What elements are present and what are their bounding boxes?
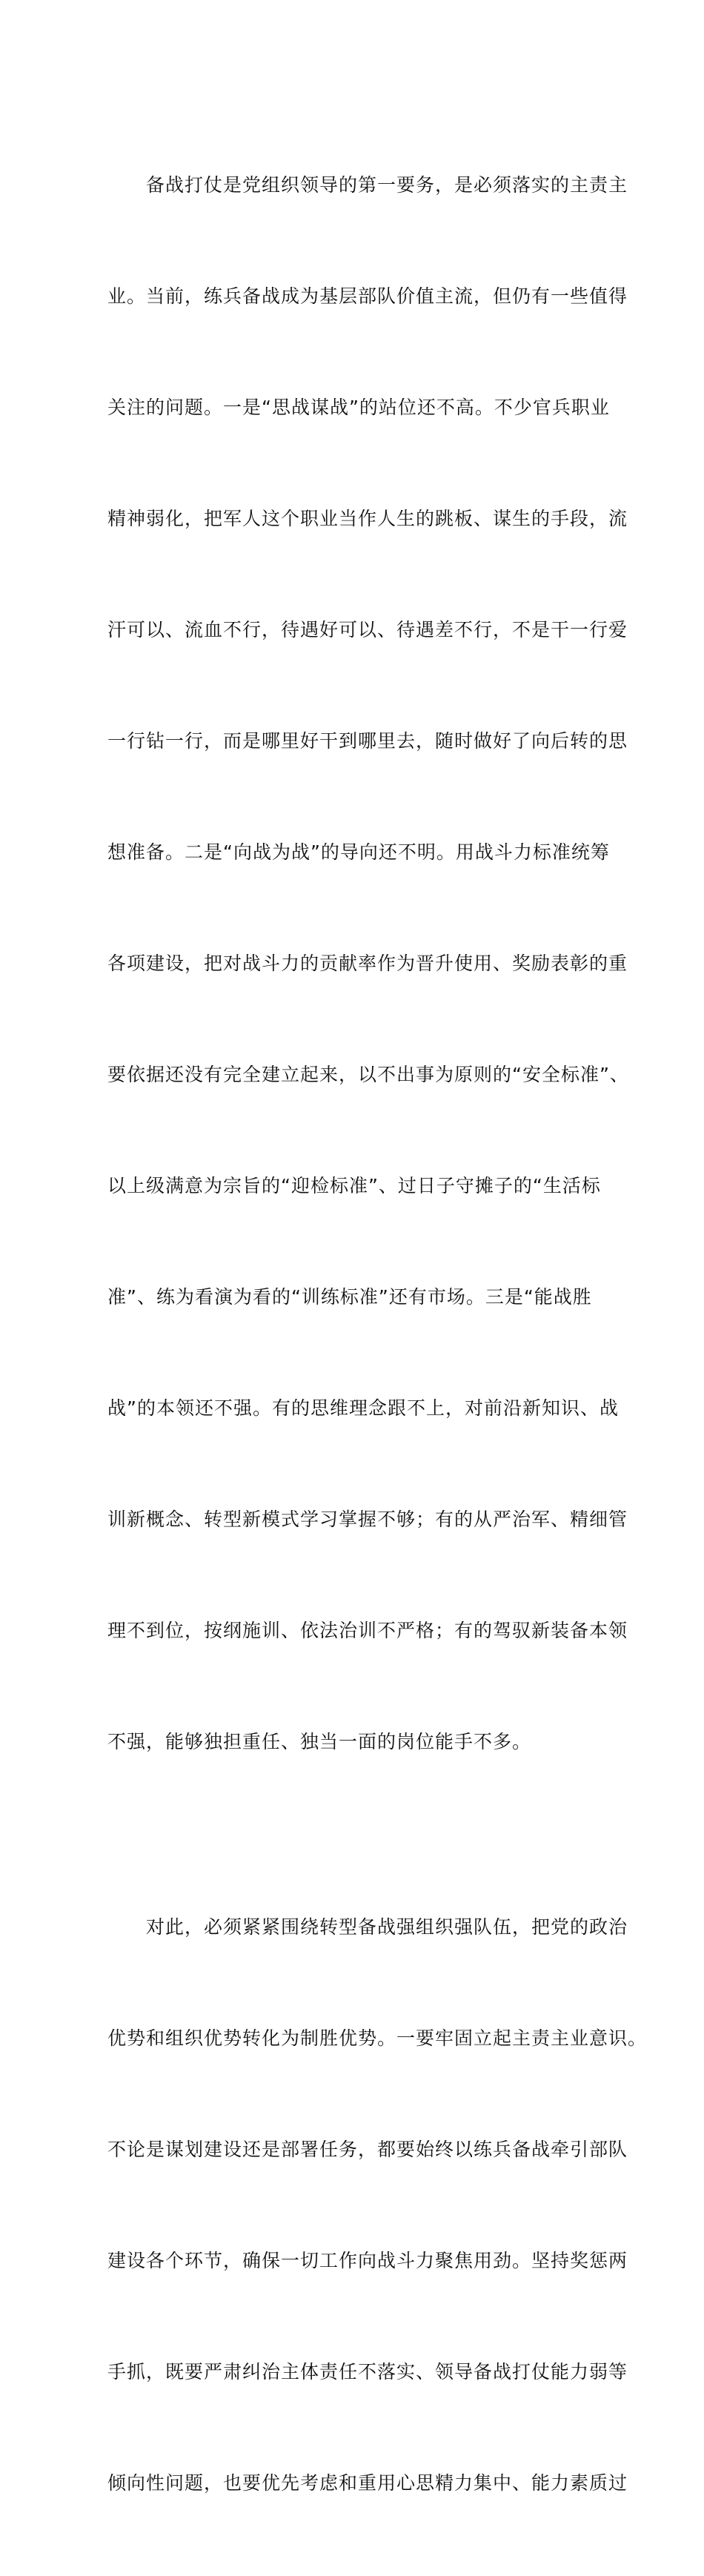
- text-line: 备战打仗是党组织领导的第一要务，是必须落实的主责主: [107, 174, 628, 196]
- text-line: 对此，必须紧紧围绕转型备战强组织强队伍，把党的政治: [107, 1916, 628, 1938]
- text-line: 优势和组织优势转化为制胜优势。一要牢固立起主责主业意识。: [107, 2027, 648, 2049]
- text-line: 战”的本领还不强。有的思维理念跟不上，对前沿新知识、战: [107, 1397, 619, 1419]
- paragraph-2: [107, 1835, 648, 2576]
- text-line: 要依据还没有完全建立起来，以不出事为原则的“安全标准”、: [107, 1064, 629, 1085]
- text-line: 倾向性问题，也要优先考虑和重用心思精力集中、能力素质过: [107, 2472, 628, 2494]
- text-line: 以上级满意为宗旨的“迎检标准”、过日子守摊子的“生活标: [107, 1175, 601, 1196]
- text-line: 关注的问题。一是“思战谋战”的站位还不高。不少官兵职业: [107, 397, 610, 418]
- text-line: 业。当前，练兵备战成为基层部队价值主流，但仍有一些值得: [107, 285, 628, 307]
- text-line: 想准备。二是“向战为战”的导向还不明。用战斗力标准统筹: [107, 841, 610, 863]
- text-line: 不论是谋划建设还是部署任务，都要始终以练兵备战牵引部队: [107, 2139, 628, 2160]
- text-line: 一行钻一行，而是哪里好干到哪里去，随时做好了向后转的思: [107, 730, 628, 752]
- text-line: 训新概念、转型新模式学习掌握不够；有的从严治军、精细管: [107, 1509, 628, 1530]
- text-line: 不强，能够独担重任、独当一面的岗位能手不多。: [107, 1731, 532, 1752]
- text-line: 准”、练为看演为看的“训练标准”还有市场。三是“能战胜: [107, 1286, 592, 1308]
- document-body: [107, 93, 648, 2576]
- text-line: 各项建设，把对战斗力的贡献率作为晋升使用、奖励表彰的重: [107, 953, 628, 974]
- text-line: 汗可以、流血不行，待遇好可以、待遇差不行，不是干一行爱: [107, 619, 628, 640]
- paragraph-1: [107, 93, 629, 1835]
- text-line: 精神弱化，把军人这个职业当作人生的跳板、谋生的手段，流: [107, 508, 628, 529]
- text-line: 理不到位，按纲施训、依法治训不严格；有的驾驭新装备本领: [107, 1620, 628, 1641]
- text-line: 建设各个环节，确保一切工作向战斗力聚焦用劲。坚持奖惩两: [107, 2250, 628, 2271]
- text-line: 手抓，既要严肃纠治主体责任不落实、领导备战打仗能力弱等: [107, 2361, 628, 2383]
